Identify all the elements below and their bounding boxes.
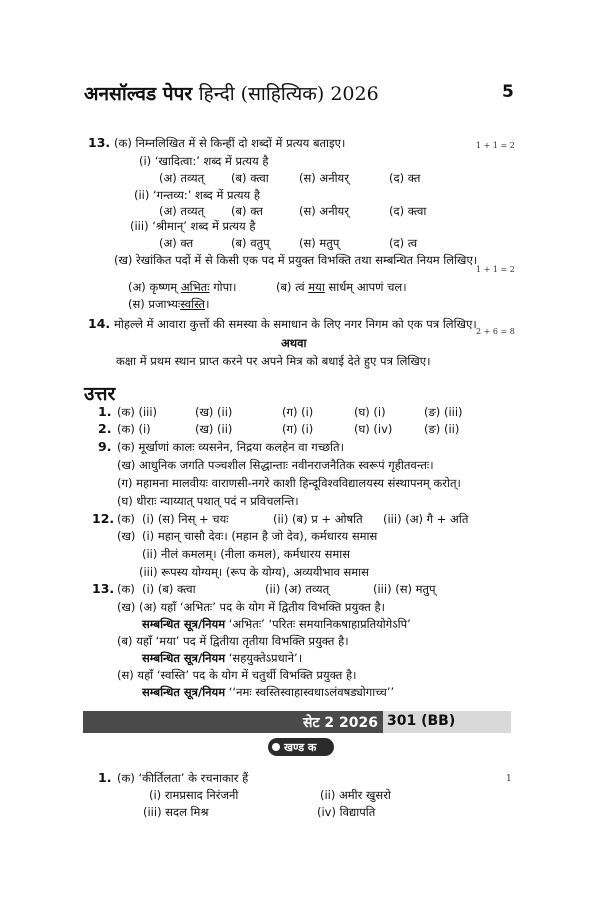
q13-number: 13. [88, 135, 111, 150]
q13-b-option-b: (ब) त्वं मया सार्धम् आपणं चल। [276, 280, 407, 294]
q13-b-option-c: (स) प्रजाभ्यःस्वस्ति। [128, 297, 210, 311]
answer-item: (क) (iii) [117, 405, 158, 419]
answer-item: (ख) (ii) [195, 405, 233, 419]
q13-ii-opt-b: (ब) क्त [231, 204, 263, 218]
answer-item: (iii) (स) मतुप् [373, 582, 436, 596]
answer-item: (i) (ब) क्त्वा [142, 582, 196, 596]
answer-line: (ख) (अ) यहाँ ‘अभितः’ पद के योग में द्वितीय विभक्ति प्रयुक्त है। [117, 600, 385, 614]
sutra-line: सम्बन्धित सूत्र/नियम ‘‘नमः स्वस्तिस्वाहास्वधाऽलंवषड्योगाच्च’’ [142, 685, 395, 699]
answer-item: (ग) (i) [282, 422, 314, 436]
sub-label: (ख) [117, 529, 136, 543]
q13-iii-opt-c: (स) मतुप् [299, 236, 340, 250]
answer-9-line: (क) मूर्खाणां कालः व्यसनेन, निद्रया कलहेन वा गच्छति। [117, 440, 344, 454]
answer-item: (iii) रूपस्य योग्यम्। (रूप के योग्य), अव्ययीभाव समास [139, 565, 369, 579]
bullet-icon [272, 743, 280, 751]
answer-1-number: 1. [98, 404, 112, 419]
q13-i-opt-d: (द) क्त [389, 171, 421, 185]
underlined-word: अभितः [180, 280, 210, 294]
q13-ii-question: (ii) ‘गन्तव्य:’ शब्द में प्रत्यय है [134, 188, 260, 202]
answer-13-number: 13. [92, 581, 115, 596]
q13-iii-opt-b: (ब) वतुप् [231, 236, 270, 250]
answer-item: (घ) (i) [354, 405, 386, 419]
answers-heading: उत्तर [84, 383, 116, 405]
answer-line: (स) यहाँ ‘स्वस्ति’ पद के योग में चतुर्थी विभक्ति प्रयुक्त है। [117, 668, 357, 682]
answer-line: (ब) यहाँ ‘मया’ पद में द्वितीया तृतीया विभक्ति प्रयुक्त है। [117, 634, 349, 648]
q13-i-opt-b: (ब) क्त्वा [231, 171, 269, 185]
q13-iii-opt-a: (अ) क्त [159, 236, 194, 250]
answer-9-line: (ग) महामना मालवीयः वाराणसी-नगरे काशी हिन्दूविश्वविद्यालयस्य संस्थापनम् करोत्। [117, 476, 461, 490]
q13-iii-opt-d: (द) त्व [389, 236, 418, 250]
answer-item: (ग) (i) [282, 405, 314, 419]
section-label: खण्ड क [284, 741, 317, 754]
set2-q1-number: 1. [98, 770, 112, 785]
set-banner [83, 711, 511, 733]
q14-text: मोहल्ले में आवारा कुत्तों की समस्या के समाधान के लिए नगर निगम को एक पत्र लिखिए। [114, 317, 477, 331]
q14-number: 14. [88, 316, 111, 331]
q13-marks-a: 1 + 1 = 2 [476, 141, 515, 150]
q13-i-opt-a: (अ) तव्यत् [159, 171, 205, 185]
q14-alt-text: कक्षा में प्रथम स्थान प्राप्त करने पर अपने मित्र को बधाई देते हुए पत्र लिखिए। [116, 354, 431, 368]
q13-part-a: (क) निम्नलिखित में से किन्हीं दो शब्दों में प्रत्यय बताइए। [114, 136, 346, 150]
page-number: 5 [502, 82, 514, 102]
answer-item: (iii) (अ) गै + अति [383, 512, 469, 526]
sub-label: (क) [117, 512, 135, 526]
q13-b-option-a: (अ) कृष्णम् अभितः गोपा। [128, 280, 237, 294]
sutra-line: सम्बन्धित सूत्र/नियम ‘अभितः’ ‘परितः समयानिकषाहाप्रतियोगेऽपि’ [142, 617, 411, 631]
underlined-word: मया [308, 280, 325, 294]
q13-i-opt-c: (स) अनीयर् [299, 171, 349, 185]
answer-item: (ङ) (iii) [424, 405, 463, 419]
series-name: अनसॉल्वड पेपर [84, 83, 193, 105]
answer-12-number: 12. [92, 511, 115, 526]
q13-ii-opt-d: (द) क्त्वा [389, 204, 427, 218]
answer-2-number: 2. [98, 421, 112, 436]
answer-item: (ii) (ब) प्र + ओषति [273, 512, 363, 526]
sutra-line: सम्बन्धित सूत्र/नियम ‘सहयुक्तेऽप्रधाने’। [142, 651, 303, 665]
set2-q1-text: (क) ‘कीर्तिलता’ के रचनाकार हैं [117, 771, 249, 785]
answer-item: (ii) (अ) तव्यत् [265, 582, 330, 596]
paper-code: 301 (BB) [387, 713, 456, 729]
q13-ii-opt-a: (अ) तव्यत् [159, 204, 205, 218]
answer-9-line: (घ) धीराः न्याय्यात् पथात् पदं न प्रविचलन्ति। [117, 494, 299, 508]
answer-item: (ख) (ii) [195, 422, 233, 436]
answer-item: (ङ) (ii) [424, 422, 460, 436]
set2-q1-opt: (i) रामप्रसाद निरंजनी [149, 788, 239, 802]
answer-item: (i) (स) निस् + चयः [142, 512, 229, 526]
answer-item: (घ) (iv) [354, 422, 393, 436]
subject-name: हिन्दी (साहित्यिक) 2026 [198, 83, 379, 105]
page-header-title [84, 80, 379, 106]
answer-item: (i) महान् चासौ देवः। (महान है जो देव), कर्मधारय समास [142, 529, 378, 543]
section-badge [268, 738, 334, 756]
q13-iii-question: (iii) ‘श्रीमान्’ शब्द में प्रत्यय है [130, 219, 256, 233]
set2-q1-opt: (iv) विद्यापति [317, 805, 376, 819]
set2-q1-marks: 1 [506, 774, 512, 784]
set-label: सेट 2 2026 [303, 715, 378, 731]
underlined-word: स्वस्ति [180, 297, 206, 311]
q13-marks-b: 1 + 1 = 2 [476, 265, 515, 274]
answer-9-number: 9. [98, 439, 112, 454]
athva-label: अथवा [281, 336, 307, 350]
q14-marks: 2 + 6 = 8 [476, 327, 515, 336]
set2-q1-opt: (iii) सदल मिश्र [143, 805, 209, 819]
sub-label: (क) [117, 582, 135, 596]
q13-part-b: (ख) रेखांकित पदों में से किसी एक पद में प्रयुक्त विभक्ति तथा सम्बन्धित नियम लिखिए। [114, 253, 478, 267]
q13-ii-opt-c: (स) अनीयर् [299, 204, 349, 218]
answer-item: (क) (i) [117, 422, 151, 436]
answer-9-line: (ख) आधुनिक जगति पञ्चशील सिद्धान्ताः नवीनराजनैतिक स्वरूपं गृहीतवन्तः। [117, 458, 434, 472]
q13-i-question: (i) ‘खादित्वा:’ शब्द में प्रत्यय है [139, 154, 269, 168]
set2-q1-opt: (ii) अमीर खुसरो [320, 788, 391, 802]
answer-item: (ii) नीलं कमलम्। (नीला कमल), कर्मधारय समास [142, 547, 351, 561]
